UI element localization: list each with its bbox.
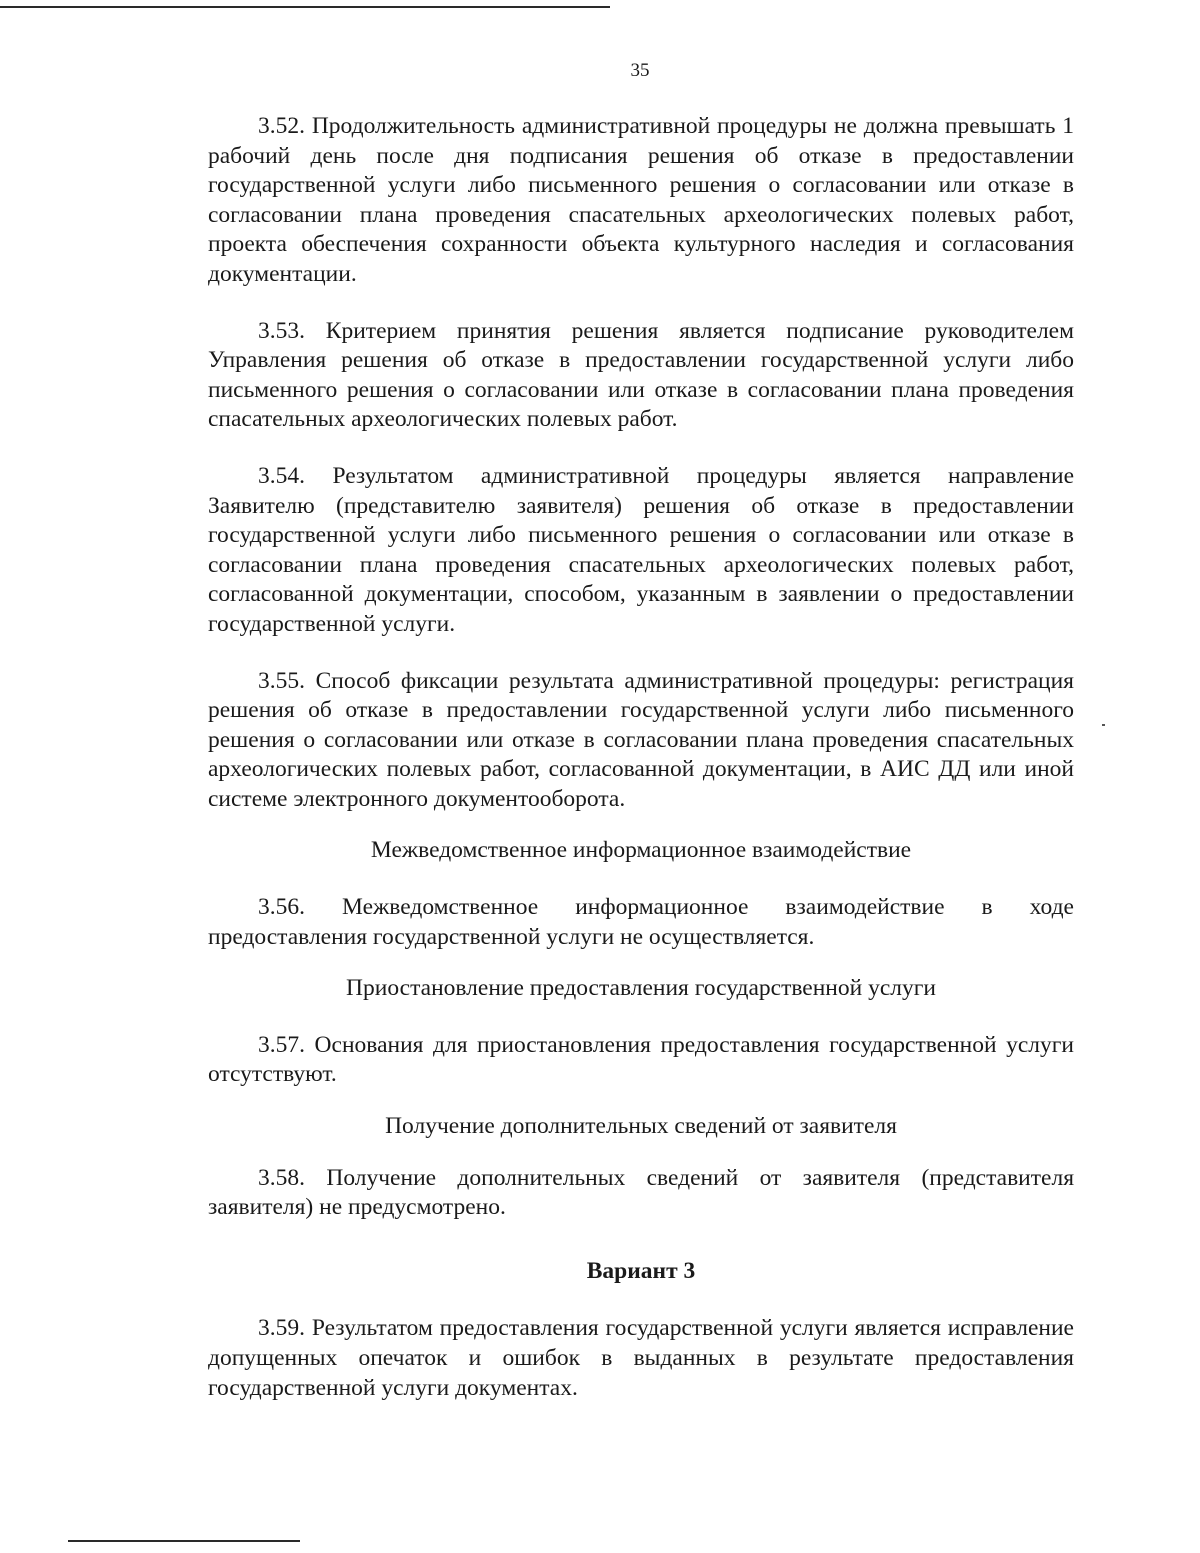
scan-edge-line-top <box>0 6 610 8</box>
document-body <box>208 112 1074 1403</box>
scan-speck <box>1102 724 1105 726</box>
paragraph-3-58: 3.58. Получение дополнительных сведений от заявителя (представителя заявителя) не предусмотрено. <box>208 1164 1074 1221</box>
heading-interagency-interaction: Межведомственное информационное взаимодействие <box>370 837 912 864</box>
heading-additional-info: Получение дополнительных сведений от заявителя <box>385 1113 897 1140</box>
heading-variant-3: Вариант 3 <box>586 1257 696 1284</box>
page-number: 35 <box>630 60 650 81</box>
paragraph-3-59: 3.59. Результатом предоставления государственной услуги является исправление допущенных опечаток и ошибок в выданных в результате предоставления государственной услуги документах. <box>208 1315 1074 1401</box>
paragraph-3-53: 3.53. Критерием принятия решения является подписание руководителем Управления решения об отказе в предоставлении государственной услуги либо письменного решения о согласовании или отказе в согласовании плана проведения спасательных археологических полевых работ. <box>208 317 1074 433</box>
paragraph-3-52: 3.52. Продолжительность административной процедуры не должна превышать 1 рабочий день после дня подписания решения об отказе в предоставлении государственной услуги либо письменного решения о согласовании или отказе в согласовании плана проведения спасательных археологических полевых работ, проекта обеспечения сохранности объекта культурного наследия и согласования документации. <box>208 113 1074 287</box>
paragraph-3-57: 3.57. Основания для приостановления предоставления государственной услуги отсутствуют. <box>208 1031 1074 1088</box>
footnote-separator-line <box>68 1540 300 1542</box>
paragraph-3-54: 3.54. Результатом административной процедуры является направление Заявителю (представителю заявителя) решения об отказе в предоставлении государственной услуги либо письменного решения о согласовании или отказе в согласовании плана проведения спасательных археологических полевых работ, согласованной документации, способом, указанным в заявлении о предоставлении государственной услуги. <box>208 462 1074 637</box>
heading-service-suspension: Приостановление предоставления государственной услуги <box>346 975 936 1002</box>
paragraph-3-55: 3.55. Способ фиксации результата административной процедуры: регистрация решения об отказе в предоставлении государственной услуги либо письменного решения о согласовании или отказе в согласовании плана проведения спасательных археологических полевых работ, согласованной документации, в АИС ДД или иной системе электронного документооборота. <box>208 667 1074 812</box>
paragraph-3-56: 3.56. Межведомственное информационное взаимодействие в ходе предоставления государственной услуги не осуществляется. <box>208 894 1074 950</box>
